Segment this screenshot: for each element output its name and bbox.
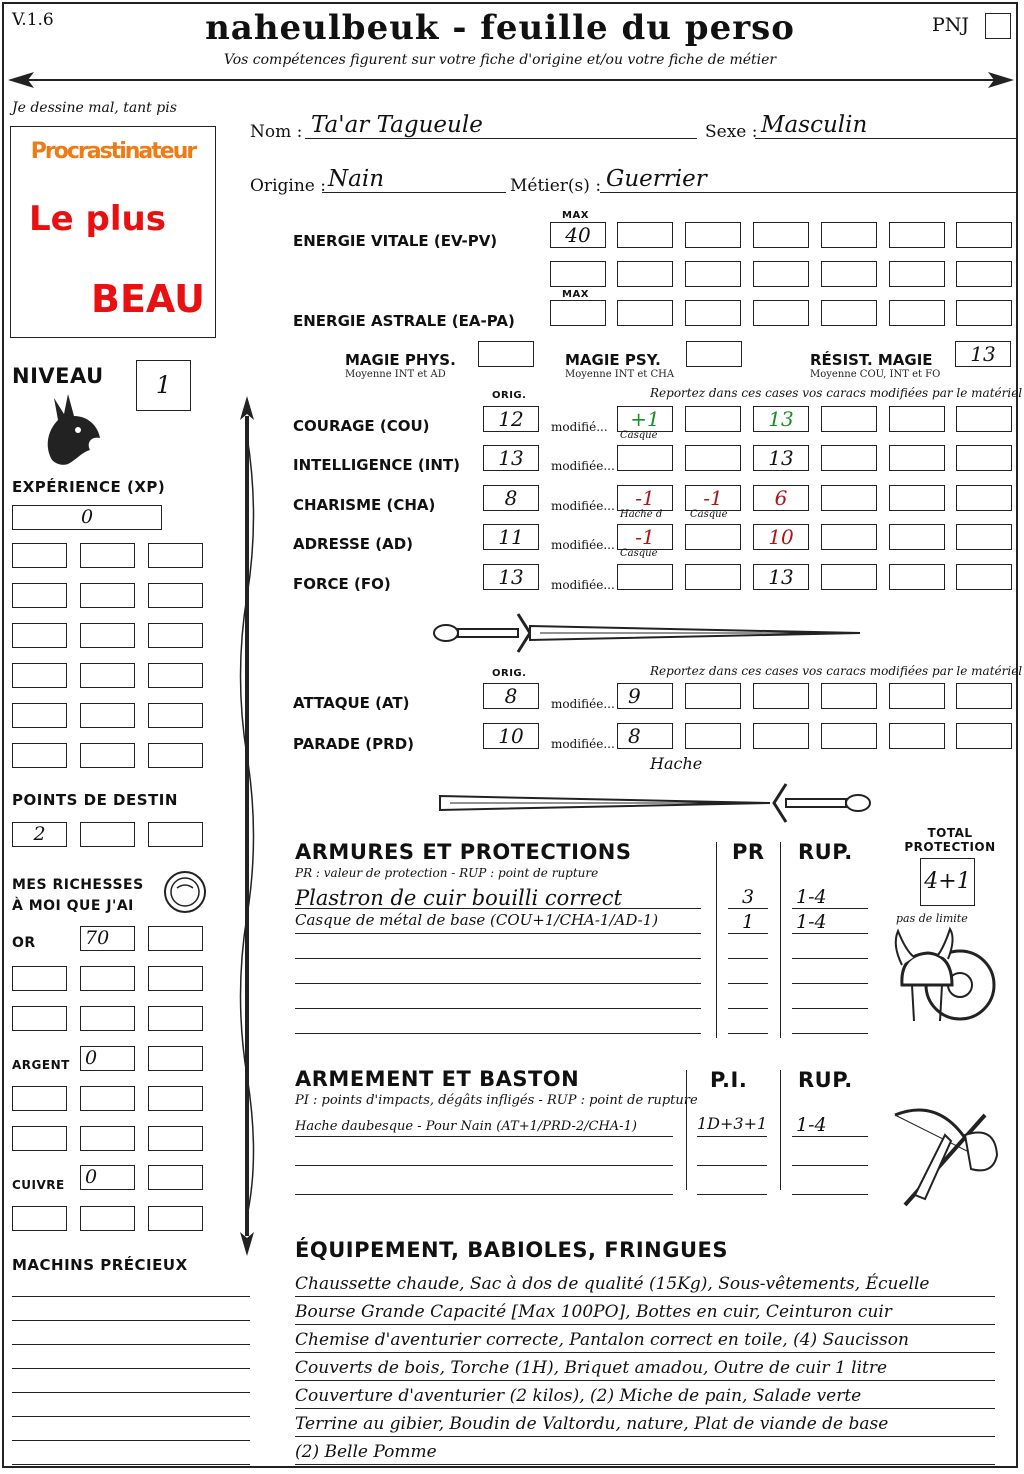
money-box[interactable] — [80, 1006, 135, 1031]
carac-mod-box[interactable]: +1 — [617, 406, 673, 432]
coin-icon — [163, 870, 207, 914]
money-box[interactable] — [12, 966, 67, 991]
spear-divider-icon — [232, 396, 262, 1256]
armure-pr[interactable] — [728, 961, 768, 984]
armement-col-divider-1 — [686, 1070, 687, 1190]
armure-rup[interactable]: 1-4 — [792, 886, 868, 909]
at-mod-box[interactable]: 9 — [617, 683, 673, 709]
carac-mod-box[interactable] — [889, 564, 945, 590]
xp-box-cell[interactable] — [12, 543, 67, 568]
carac-mod-box[interactable] — [685, 406, 741, 432]
xp-box-cell[interactable] — [12, 743, 67, 768]
xp-box-cell[interactable] — [80, 543, 135, 568]
at-orig-box[interactable]: 8 — [483, 683, 539, 709]
xp-box-cell[interactable] — [80, 583, 135, 608]
magie-psy-label: MAGIE PSY. — [565, 351, 661, 369]
money-box[interactable] — [148, 1006, 203, 1031]
armure-pr[interactable] — [728, 1011, 768, 1034]
xp-box-cell[interactable] — [148, 543, 203, 568]
arme-pi[interactable] — [697, 1143, 767, 1166]
total-protection-label: TOTAL PROTECTION — [904, 826, 996, 854]
ev-box-row2[interactable] — [821, 261, 877, 287]
xp-box-cell[interactable] — [148, 743, 203, 768]
cuivre-label: CUIVRE — [12, 1178, 65, 1192]
portrait-text-2: Le plus — [29, 199, 166, 239]
xp-box-cell[interactable] — [80, 663, 135, 688]
money-box[interactable] — [80, 1086, 135, 1111]
money-box[interactable] — [80, 1206, 135, 1231]
pnj-checkbox[interactable] — [985, 13, 1011, 39]
carac-mod-box[interactable]: 10 — [753, 524, 809, 550]
carac-note: Reportez dans ces cases vos caracs modifiées par le matériel — [650, 386, 1023, 400]
or-box-2[interactable] — [148, 926, 203, 951]
carac-mod-box[interactable] — [685, 445, 741, 471]
resist-magie-box[interactable]: 13 — [955, 341, 1011, 367]
armures-col-divider-2 — [780, 842, 781, 1038]
origine-field[interactable]: Nain — [322, 166, 506, 193]
total-protection-box[interactable]: 4+1 — [920, 858, 975, 906]
magie-psy-note: Moyenne INT et CHA — [565, 369, 675, 380]
armures-title: ARMURES ET PROTECTIONS — [295, 840, 632, 864]
carac-orig-box[interactable]: 11 — [483, 524, 539, 550]
ea-box[interactable] — [617, 300, 673, 326]
carac-mod-box[interactable] — [956, 524, 1012, 550]
at-modifiee-label: modifiée... — [551, 697, 615, 711]
carac-mod-box[interactable] — [889, 524, 945, 550]
carac-mod-box[interactable] — [889, 406, 945, 432]
carac-mod-box[interactable] — [821, 445, 877, 471]
xp-box-cell[interactable] — [148, 583, 203, 608]
portrait-caption: Je dessine mal, tant pis — [12, 100, 177, 116]
ev-box-row2[interactable] — [685, 261, 741, 287]
ea-box[interactable] — [753, 300, 809, 326]
armure-name[interactable]: Casque de métal de base (COU+1/CHA-1/AD-1) — [295, 911, 701, 934]
version-label: V.1.6 — [12, 10, 54, 30]
machins-line[interactable] — [12, 1352, 250, 1369]
arme-pi[interactable]: 1D+3+1 — [697, 1114, 767, 1137]
carac-modifie-label: modifiée... — [551, 499, 615, 513]
niveau-box[interactable]: 1 — [136, 360, 191, 411]
carac-mod-box[interactable] — [617, 564, 673, 590]
carac-orig-box[interactable]: 12 — [483, 406, 539, 432]
argent-label: ARGENT — [12, 1058, 70, 1072]
armure-pr[interactable] — [728, 936, 768, 959]
prd-label: PARADE (PRD) — [293, 735, 415, 753]
equip-line[interactable]: Chemise d'aventurier correcte, Pantalon correct en toile, (4) Saucisson — [295, 1328, 995, 1353]
armure-rup[interactable] — [792, 936, 868, 959]
arme-name[interactable]: Hache daubesque - Pour Nain (AT+1/PRD-2/CHA-1) — [295, 1114, 673, 1137]
carac-orig-box[interactable]: 13 — [483, 445, 539, 471]
carac-mod-box[interactable]: -1 — [685, 485, 741, 511]
prd-extra-box[interactable] — [956, 723, 1012, 749]
magie-psy-box[interactable] — [686, 341, 742, 367]
destin-box-3[interactable] — [148, 822, 203, 847]
carac-mod-box[interactable]: 13 — [753, 445, 809, 471]
prd-mod-box[interactable]: 8 — [617, 723, 673, 749]
at-extra-box[interactable] — [889, 683, 945, 709]
carac-mod-box[interactable] — [821, 485, 877, 511]
or-label: OR — [12, 935, 36, 951]
sword-divider-2-icon — [430, 778, 874, 828]
armures-note: PR : valeur de protection - RUP : point de rupture — [295, 866, 599, 880]
xp-box-cell[interactable] — [12, 663, 67, 688]
equip-line[interactable]: Chaussette chaude, Sac à dos de qualité (15Kg), Sous-vêtements, Écuelle — [295, 1272, 995, 1297]
arme-pi[interactable] — [697, 1172, 767, 1195]
money-box[interactable] — [80, 966, 135, 991]
carac-label: ADRESSE (AD) — [293, 535, 414, 553]
carac-orig-box[interactable]: 8 — [483, 485, 539, 511]
money-box[interactable] — [80, 1126, 135, 1151]
total-protection-note: pas de limite — [896, 912, 968, 925]
carac-mod-box[interactable]: -1 — [617, 485, 673, 511]
sexe-field[interactable]: Masculin — [755, 112, 1016, 139]
at-extra-box[interactable] — [821, 683, 877, 709]
at-extra-box[interactable] — [956, 683, 1012, 709]
combat-orig-label: ORIG. — [492, 668, 527, 679]
ev-max-label: MAX — [562, 210, 589, 221]
xp-box-cell[interactable] — [12, 703, 67, 728]
ev-box-row2[interactable] — [550, 261, 606, 287]
xp-box-cell[interactable] — [12, 583, 67, 608]
portrait-text-1: Procrastinateur — [30, 139, 196, 164]
sheet-title: naheulbeuk - feuille du perso — [205, 8, 795, 48]
armement-note: PI : points d'impacts, dégâts infligés - RUP : point de rupture — [295, 1093, 698, 1108]
carac-mod-box[interactable] — [617, 445, 673, 471]
or-box[interactable]: 70 — [80, 926, 135, 951]
crossed-weapons-icon — [885, 1095, 1005, 1215]
carac-mod-box[interactable] — [889, 445, 945, 471]
money-box[interactable] — [148, 1126, 203, 1151]
cuivre-box-2[interactable] — [148, 1165, 203, 1190]
prd-extra-box[interactable] — [685, 723, 741, 749]
metier-label: Métier(s) : — [510, 176, 602, 196]
carac-label: CHARISME (CHA) — [293, 496, 436, 514]
carac-mod-note: Casque — [620, 430, 658, 441]
origine-label: Origine : — [250, 176, 326, 196]
equip-line[interactable]: Couverture d'aventurier (2 kilos), (2) Miche de pain, Salade verte — [295, 1384, 995, 1409]
arme-rup[interactable]: 1-4 — [792, 1114, 868, 1137]
arme-rup[interactable] — [792, 1143, 868, 1166]
armure-name[interactable] — [295, 986, 701, 1009]
header-arrow-divider — [8, 66, 1014, 92]
armures-rup-label: RUP. — [798, 840, 853, 864]
equip-line[interactable]: Terrine au gibier, Boudin de Valtordu, nature, Plat de viande de base — [295, 1412, 995, 1437]
equip-line[interactable]: (2) Belle Pomme — [295, 1440, 995, 1465]
xp-box-cell[interactable] — [148, 703, 203, 728]
machins-line[interactable] — [12, 1376, 250, 1393]
ev-box-row2[interactable] — [956, 261, 1012, 287]
carac-mod-box[interactable] — [889, 485, 945, 511]
sheet-subtitle: Vos compétences figurent sur votre fiche d'origine et/ou votre fiche de métier — [223, 52, 777, 68]
viking-helmet-shield-icon — [890, 925, 1000, 1035]
money-box[interactable] — [12, 1086, 67, 1111]
armement-title: ARMEMENT ET BASTON — [295, 1067, 580, 1091]
richesses-label-2: À MOI QUE J'AI — [12, 898, 134, 914]
armure-name[interactable] — [295, 961, 701, 984]
xp-box-cell[interactable] — [12, 623, 67, 648]
destin-box-2[interactable] — [80, 822, 135, 847]
carac-modifie-label: modifiée... — [551, 578, 615, 592]
armure-rup[interactable] — [792, 986, 868, 1009]
prd-extra-box[interactable] — [753, 723, 809, 749]
at-extra-box[interactable] — [753, 683, 809, 709]
cuivre-box[interactable]: 0 — [80, 1165, 135, 1190]
magie-phys-note: Moyenne INT et AD — [345, 369, 446, 380]
portrait-text-3: BEAU — [91, 277, 206, 321]
magie-phys-label: MAGIE PHYS. — [345, 351, 456, 369]
at-label: ATTAQUE (AT) — [293, 694, 410, 712]
carac-label: FORCE (FO) — [293, 575, 391, 593]
magie-phys-box[interactable] — [478, 341, 534, 367]
ev-box-row2[interactable] — [753, 261, 809, 287]
arme-name[interactable] — [295, 1172, 673, 1195]
carac-mod-box[interactable]: 6 — [753, 485, 809, 511]
machins-line[interactable] — [12, 1304, 250, 1321]
machins-line[interactable] — [12, 1424, 250, 1441]
ea-box[interactable] — [821, 300, 877, 326]
nom-field[interactable]: Ta'ar Tagueule — [305, 112, 697, 139]
carac-mod-box[interactable]: -1 — [617, 524, 673, 550]
money-box[interactable] — [148, 1206, 203, 1231]
armures-col-divider-1 — [716, 842, 717, 1038]
carac-mod-note: Hache d — [620, 509, 663, 520]
pnj-label: PNJ — [932, 14, 970, 36]
machins-label: MACHINS PRÉCIEUX — [12, 1256, 188, 1274]
prd-orig-box[interactable]: 10 — [483, 723, 539, 749]
carac-mod-box[interactable] — [956, 564, 1012, 590]
armure-pr[interactable]: 3 — [728, 886, 768, 909]
armure-name[interactable]: Plastron de cuir bouilli correct — [295, 886, 701, 909]
prd-extra-box[interactable] — [821, 723, 877, 749]
richesses-label-1: MES RICHESSES — [12, 877, 144, 893]
machins-line[interactable] — [12, 1328, 250, 1345]
xp-box[interactable]: 0 — [12, 505, 162, 530]
ea-max-box[interactable] — [550, 300, 606, 326]
carac-mod-box[interactable] — [685, 524, 741, 550]
resist-magie-label: RÉSIST. MAGIE — [810, 351, 933, 369]
machins-line[interactable] — [12, 1400, 250, 1417]
xp-box-cell[interactable] — [80, 703, 135, 728]
carac-mod-box[interactable]: 13 — [753, 564, 809, 590]
ev-box-row2[interactable] — [889, 261, 945, 287]
armures-pr-label: PR — [732, 840, 765, 864]
armure-name[interactable] — [295, 1011, 701, 1034]
money-box[interactable] — [12, 1206, 67, 1231]
equipement-title: ÉQUIPEMENT, BABIOLES, FRINGUES — [295, 1238, 728, 1262]
carac-label: INTELLIGENCE (INT) — [293, 456, 460, 474]
ea-box[interactable] — [956, 300, 1012, 326]
xp-box-cell[interactable] — [80, 623, 135, 648]
xp-box-cell[interactable] — [80, 743, 135, 768]
prd-extra-box[interactable] — [889, 723, 945, 749]
portrait-box[interactable] — [10, 126, 216, 338]
carac-mod-box[interactable] — [956, 406, 1012, 432]
carac-mod-box[interactable] — [821, 524, 877, 550]
arme-rup[interactable] — [792, 1172, 868, 1195]
argent-box-2[interactable] — [148, 1046, 203, 1071]
ev-box-row1[interactable] — [889, 222, 945, 248]
carac-mod-box[interactable] — [956, 485, 1012, 511]
destin-box-1[interactable]: 2 — [12, 822, 67, 847]
combat-note: Reportez dans ces cases vos caracs modifiées par le matériel — [650, 664, 1023, 678]
money-box[interactable] — [12, 1126, 67, 1151]
armement-col-divider-2 — [780, 1070, 781, 1190]
xp-box-cell[interactable] — [148, 623, 203, 648]
carac-mod-box[interactable] — [956, 445, 1012, 471]
xp-box-cell[interactable] — [148, 663, 203, 688]
equip-line[interactable]: Couverts de bois, Torche (1H), Briquet amadou, Outre de cuir 1 litre — [295, 1356, 995, 1381]
armure-name[interactable] — [295, 936, 701, 959]
armure-rup[interactable] — [792, 961, 868, 984]
carac-mod-box[interactable] — [821, 406, 877, 432]
niveau-label: NIVEAU — [12, 364, 104, 388]
metier-field[interactable]: Guerrier — [600, 166, 1016, 193]
carac-mod-box[interactable]: 13 — [753, 406, 809, 432]
ev-max-box[interactable]: 40 — [550, 222, 606, 248]
ea-box[interactable] — [889, 300, 945, 326]
money-box[interactable] — [12, 1006, 67, 1031]
ev-box-row1[interactable] — [821, 222, 877, 248]
armure-pr[interactable]: 1 — [728, 911, 768, 934]
ev-box-row1[interactable] — [685, 222, 741, 248]
arme-name[interactable] — [295, 1143, 673, 1166]
ea-max-label: MAX — [562, 289, 589, 300]
sword-divider-icon — [430, 608, 874, 658]
argent-box[interactable]: 0 — [80, 1046, 135, 1071]
ev-box-row1[interactable] — [956, 222, 1012, 248]
carac-modifie-label: modifiée... — [551, 459, 615, 473]
nom-label: Nom : — [250, 122, 303, 142]
armure-rup[interactable] — [792, 1011, 868, 1034]
ev-label: ENERGIE VITALE (EV-PV) — [293, 232, 498, 250]
machins-line[interactable] — [12, 1280, 250, 1297]
money-box[interactable] — [148, 1086, 203, 1111]
armure-pr[interactable] — [728, 986, 768, 1009]
ev-box-row2[interactable] — [617, 261, 673, 287]
equip-line[interactable]: Bourse Grande Capacité [Max 100PO], Bottes en cuir, Ceinturon cuir — [295, 1300, 995, 1325]
xp-label: EXPÉRIENCE (XP) — [12, 478, 166, 496]
carac-modifie-label: modifiée... — [551, 538, 615, 552]
carac-label: COURAGE (COU) — [293, 417, 430, 435]
ev-box-row1[interactable] — [617, 222, 673, 248]
armement-pi-label: P.I. — [710, 1068, 748, 1092]
carac-mod-note: Casque — [620, 548, 658, 559]
armure-rup[interactable]: 1-4 — [792, 911, 868, 934]
armement-rup-label: RUP. — [798, 1068, 853, 1092]
money-box[interactable] — [148, 966, 203, 991]
carac-orig-box[interactable]: 13 — [483, 564, 539, 590]
weapon-note: Hache — [650, 754, 703, 773]
machins-line[interactable] — [12, 1448, 250, 1465]
destin-label: POINTS DE DESTIN — [12, 791, 178, 809]
sexe-label: Sexe : — [705, 122, 758, 142]
carac-mod-box[interactable] — [685, 564, 741, 590]
prd-modifiee-label: modifiée... — [551, 737, 615, 751]
carac-mod-note: Casque — [690, 509, 728, 520]
dragon-head-icon — [38, 390, 106, 466]
carac-mod-box[interactable] — [821, 564, 877, 590]
resist-magie-note: Moyenne COU, INT et FO — [810, 369, 941, 380]
ea-label: ENERGIE ASTRALE (EA-PA) — [293, 312, 515, 330]
carac-modifie-label: modifié... — [551, 420, 608, 434]
ev-box-row1[interactable] — [753, 222, 809, 248]
at-extra-box[interactable] — [685, 683, 741, 709]
carac-orig-label: ORIG. — [492, 390, 527, 401]
ea-box[interactable] — [685, 300, 741, 326]
